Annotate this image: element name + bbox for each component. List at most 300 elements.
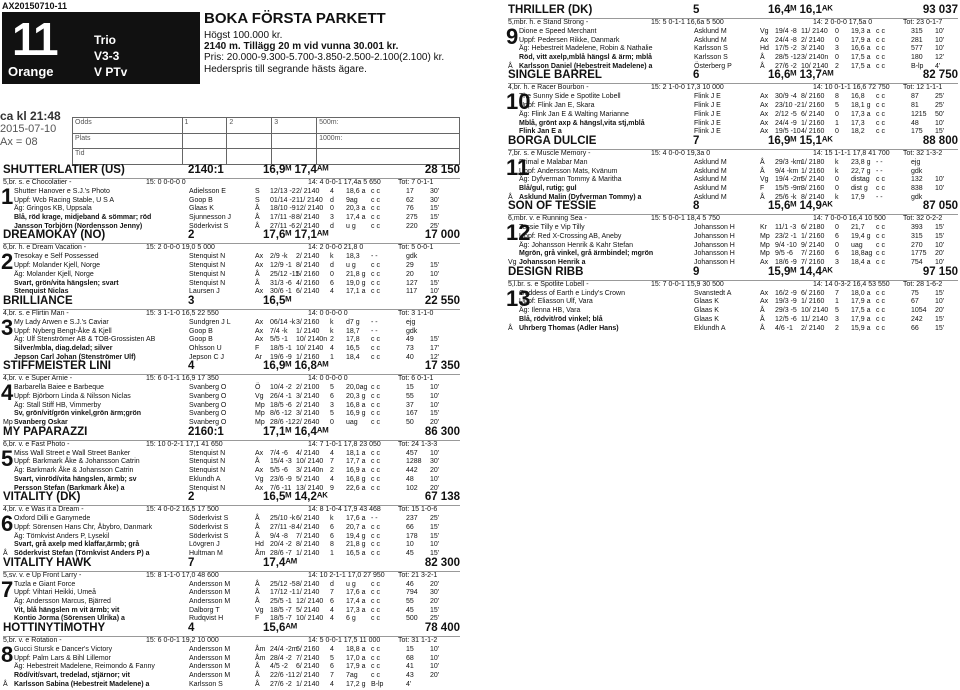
horse-cell: F [255, 615, 260, 623]
horse-cell: c c [371, 205, 380, 213]
horse-cell: Å [760, 167, 765, 175]
horse-cell: 3/ 2140n [801, 54, 829, 62]
horse-cell: 5 [835, 307, 839, 315]
horse-earnings: 87 050 [922, 200, 958, 213]
horse-cell: Vg [760, 176, 769, 184]
horse-cell: Mp [255, 401, 265, 409]
horse-odds: 7 [188, 556, 195, 569]
horse-cell: c c [371, 523, 380, 531]
horse-cell: c c [876, 128, 885, 136]
horse-row [519, 298, 958, 307]
horse-cell: Andersson M [189, 589, 231, 597]
horse-cell: 5 [330, 654, 334, 662]
race-type: V3-3 [94, 49, 120, 63]
horse-cell: 4/ 2140 [296, 523, 320, 531]
horse-cell: 4 [330, 615, 334, 623]
horse-cell: Svart, vinröd/vita hängslen, ärmb; sv [14, 475, 137, 483]
horse-header [3, 556, 460, 572]
horse-cell: 10' [935, 259, 945, 267]
horse-cell: Andersson M [189, 663, 231, 671]
horse-cell: 794 [406, 589, 418, 597]
horse-cell: 8 [330, 541, 334, 549]
race-title: BOKA FÖRSTA PARKETT [204, 10, 386, 27]
horse-cell: k [330, 515, 334, 523]
horse-cell: 66 [406, 523, 414, 531]
horse-cell: 6 [330, 523, 334, 531]
horse-cell: Å [255, 279, 260, 287]
horse-cell: Flink Jan E a [519, 128, 562, 136]
horse-odds: 7 [693, 134, 700, 147]
horse-cell: Johansson H [694, 233, 735, 240]
start-number: 6 [1, 511, 14, 537]
horse-cell: 13/ 2140 [296, 484, 324, 492]
horse-cell: Mp [760, 250, 770, 258]
horse-cell: 281 [911, 36, 923, 44]
horse-stat-2015: 15: 10 0-2-1 17,1 41 650 [146, 440, 223, 448]
horse-cell: Tessie Tilly e Vip Tilly [519, 224, 585, 232]
horse-cell: 10' [935, 36, 945, 44]
horse-prefix: Å [508, 324, 513, 332]
horse-stat-total: Tot: 28 1-6-2 [903, 280, 943, 288]
horse-cell: 4' [406, 680, 412, 688]
horse-cell: Å [255, 663, 260, 671]
horse-cell: Svanberg O [189, 384, 227, 392]
horse-row [519, 307, 958, 316]
horse-cell: Ax [760, 259, 769, 267]
horse-pedigree: 5,sv. v. e Up Front Larry - [3, 571, 82, 579]
horse-cell: 45 [406, 606, 414, 614]
horse-cell: 17,9 a [851, 36, 871, 44]
horse-cell: 9ag [346, 196, 358, 204]
horse-cell: 20' [430, 598, 440, 605]
horse-odds: 4 [188, 360, 195, 373]
horse-cell: 01/14 -2 [270, 196, 296, 204]
horse-cell: 20' [430, 580, 440, 588]
horse-cell: 6 g [346, 615, 356, 623]
start-number: 1 [1, 184, 14, 209]
horse-cell: 45 [406, 549, 414, 557]
horse-header [3, 493, 460, 506]
horse-row [14, 458, 460, 467]
horse-cell: 41 [406, 663, 414, 671]
horse-cell: Ax [255, 288, 264, 296]
race-number: 11 [12, 13, 57, 65]
horse-cell: 1/ 2140 [296, 680, 320, 688]
horse-stat-2015: 15: 4 0-0-0 19,3a 0 [651, 149, 711, 157]
horse-cell: Äg: Gringos KB, Uppsala [14, 205, 92, 213]
horse-cell: 18,1 g [851, 102, 871, 110]
start-number: 13 [506, 285, 531, 311]
horse-cell: c c [876, 102, 885, 110]
horse-cell: Ax [760, 289, 769, 297]
horse-cell: Dalborg T [189, 606, 220, 614]
right-column [508, 6, 958, 333]
horse-pedigree-line [3, 506, 460, 515]
horse-cell: 17,4 a [346, 214, 366, 222]
horse-cell: Andersson M [189, 598, 231, 605]
horse-cell: ejg [406, 318, 416, 326]
horse-cell: Å [255, 580, 260, 588]
horse-cell: Äg: Dyfverman Tommy & Maritha [519, 176, 622, 184]
horse-cell: c c [371, 401, 380, 409]
horse-name: DESIGN RIBB [508, 265, 584, 278]
horse-cell: 7/ 2160 [801, 250, 825, 258]
horse-cell: 18,8 a [346, 646, 366, 654]
horse-entry [3, 231, 460, 296]
horse-cell: 4 [330, 680, 334, 688]
horse-cell: Flink J E [694, 110, 721, 118]
horse-cell: Mgrön, grå vinkel, grå ärmbindel; mgrön [519, 250, 654, 258]
horse-cell: 1288 [406, 458, 422, 466]
horse-cell: c c [371, 384, 380, 392]
horse-cell: c c [371, 262, 380, 270]
horse-cell: 20,0ag [346, 384, 368, 392]
start-number: 8 [1, 642, 14, 668]
horse-cell: Kontio Jorma (Sörensen Ulrika) a [14, 615, 125, 623]
horse-cell: 17 [406, 188, 414, 195]
horse-record: 16,6ᴹ 13,7ᴬᴹ [768, 69, 834, 82]
horse-cell: Ax [255, 484, 264, 492]
horse-earnings: 93 037 [922, 4, 958, 16]
horse-cell: 1/ 2160 [296, 353, 320, 361]
horse-cell: 2 [835, 62, 839, 70]
horse-cell: 17,6 a [346, 515, 366, 523]
horse-cell: 18/10 -9 [270, 205, 296, 213]
horse-cell: 17,8 [346, 336, 360, 344]
horse-earnings: 82 300 [424, 556, 460, 569]
horse-cell: 18,6 a [346, 188, 366, 195]
horse-cell: 66 [911, 324, 919, 332]
horse-cell: Asklund M [694, 193, 727, 201]
horse-cell: c c [371, 475, 380, 483]
horse-record: 16,9ᴹ 17,4ᴬᴹ [263, 164, 329, 176]
horse-cell: 19/5 -10 [775, 128, 801, 136]
horse-row [14, 345, 460, 354]
horse-cell: 06/14 -k [270, 318, 296, 326]
horse-cell: Ax [760, 110, 769, 118]
horse-cell: 442 [406, 467, 418, 475]
horse-cell: 15/4 -3 [270, 458, 292, 466]
horse-odds: 4 [188, 622, 195, 635]
horse-prefix: Å [3, 549, 8, 557]
horse-body [506, 285, 958, 333]
horse-cell: 11/ 2140 [296, 196, 323, 204]
horse-pedigree-line [3, 310, 460, 319]
horse-cell: Åm [255, 654, 266, 662]
horse-prefix: Vg [508, 259, 517, 267]
horse-cell: 25' [430, 515, 440, 523]
horse-cell: 4/ 2140 [296, 449, 320, 457]
horse-cell: 12' [935, 54, 945, 62]
horse-body [1, 642, 460, 689]
horse-stat-2014: 14: 14 0-3-2 16,4 53 550 [813, 280, 890, 288]
horse-cell: 50' [935, 110, 945, 118]
horse-cell: k [330, 327, 334, 335]
horse-row [14, 410, 460, 419]
horse-cell: 2/ 2100 [296, 384, 320, 392]
horse-row [14, 598, 460, 607]
horse-cell: 0 [835, 128, 839, 136]
horse-cell: c c [876, 93, 885, 101]
horse-cell: 1/ 2160 [801, 119, 825, 127]
horse-cell: 1775 [911, 250, 927, 258]
horse-cell: 30/9 -4 [775, 93, 797, 101]
horse-cell: Flink J E [694, 128, 721, 136]
horse-cell: 2/ 2140 [296, 253, 320, 261]
race-info-line: 2140 m. Tillägg 20 m vid vunna 30.001 kr. [204, 41, 399, 53]
horse-cell: c c [371, 288, 380, 296]
horse-cell: 75 [911, 289, 919, 297]
horse-stat-2015: 15: 7 0-0-1 15,9 30 500 [651, 280, 724, 288]
horse-cell: 1 [330, 549, 334, 557]
horse-cell: - - [371, 327, 378, 335]
horse-entry [508, 202, 958, 267]
horse-cell: Asklund Malin (Dyfverman Tommy) a [519, 193, 642, 201]
horse-cell: Uppf: Nyberg Bengt-Åke & Kjell [14, 327, 112, 335]
horse-cell: 11/1 -3 [775, 224, 797, 232]
horse-cell: Ax [255, 318, 264, 326]
horse-body [506, 89, 958, 136]
horse-cell: 17,2 g [346, 680, 366, 688]
horse-cell: c c [876, 259, 885, 267]
horse-row [519, 120, 958, 129]
horse-cell: 15' [430, 606, 440, 614]
horse-cell: - - [876, 158, 883, 166]
race-info-line: Pris: 20.000-9.300-5.700-3.850-2.500-2.100(2.100) kr. [204, 52, 445, 64]
odds-col-1: 1 [182, 118, 227, 134]
horse-cell: 5/5 -6 [270, 467, 288, 475]
horse-cell: Svart, grå axelp med klaffar,ärmb; grå [14, 541, 140, 549]
horse-header [3, 425, 460, 441]
horse-row [14, 328, 460, 337]
horse-prefix: Å [508, 193, 513, 201]
horse-cell: 3 [835, 259, 839, 267]
horse-cell: 10/ 2140 [296, 615, 324, 623]
horse-cell: c c [876, 241, 885, 249]
horse-cell: Ax [255, 262, 264, 270]
horse-cell: 27/6 -2 [270, 680, 292, 688]
horse-cell: - - [876, 167, 883, 175]
horse-cell: 17' [430, 344, 440, 352]
horse-body [1, 314, 460, 362]
horse-cell: 23/2 -1 [775, 233, 797, 240]
horse-cell: 16,8 a [346, 401, 366, 409]
horse-cell: 10' [430, 401, 440, 409]
horse-row [14, 253, 460, 262]
horse-pedigree: 4,br. h. e Racer Bourbon - [508, 84, 589, 92]
horse-cell: 24/4 -8 [775, 36, 797, 44]
horse-cell: 30' [430, 196, 440, 204]
horse-cell: Hd [760, 45, 769, 53]
horse-cell: 2/ 2140 [296, 222, 320, 230]
start-number: 10 [506, 89, 531, 115]
horse-stat-2015: 15: 2 0-0-0 19,0 5 000 [146, 244, 215, 252]
horse-cell: 15' [935, 324, 945, 332]
horse-cell: The Sunny Side e Spotlite Lobell [519, 93, 621, 101]
horse-cell: distag [851, 176, 870, 184]
horse-cell: 17,0 a [346, 654, 366, 662]
horse-cell: Tuzla e Giant Force [14, 580, 76, 588]
horse-cell: Stenquist N [189, 449, 226, 457]
horse-stat-total: Tot: 32 0-2-2 [903, 215, 943, 223]
horse-cell: Stenquist N [189, 253, 226, 261]
horse-body [1, 184, 460, 231]
horse-cell: 8/ 2140 [296, 214, 320, 222]
horse-cell: Flink J E [694, 119, 721, 127]
horse-cell: 25/10 -k [270, 515, 296, 523]
horse-cell: 0 [330, 205, 334, 213]
horse-body [1, 511, 460, 558]
horse-cell: Å [760, 324, 765, 332]
horse-cell: 457 [406, 449, 418, 457]
horse-cell: 4 [330, 449, 334, 457]
horse-cell: c c [371, 393, 380, 400]
horse-cell: 16,9 g [346, 410, 366, 418]
horse-cell: 18/5 -1 [270, 344, 292, 352]
horse-header [508, 202, 958, 215]
horse-cell: 577 [911, 45, 923, 53]
horse-cell: 30/6 -1 [270, 288, 292, 296]
horse-pedigree-line [508, 150, 958, 159]
horse-cell: gdk [406, 327, 418, 335]
horse-cell: 17,4 a [346, 598, 366, 605]
horse-cell: Hultman M [189, 549, 223, 557]
horse-cell: d [330, 262, 334, 270]
horse-header [508, 71, 958, 84]
horse-cell: 21,7 [851, 224, 865, 232]
horse-cell: 167 [406, 410, 418, 418]
horse-cell: Äg: Hebestreit Madelene, Robin & Nathalie [519, 45, 653, 53]
horse-body [506, 24, 958, 71]
horse-record: 16,5ᴹ [263, 294, 292, 307]
horse-cell: 4' [935, 62, 941, 70]
horse-row [519, 28, 958, 37]
horse-cell: Shutter Hanover e S.J.'s Photo [14, 188, 110, 195]
horse-cell: 10' [430, 288, 440, 296]
horse-row [14, 533, 460, 542]
tid-label: Tid [73, 149, 183, 165]
horse-cell: 73 [406, 344, 414, 352]
horse-cell: Å [760, 54, 765, 62]
horse-stat-total: Tot: 32 1-3-2 [903, 149, 943, 157]
horse-cell: 0 [835, 28, 839, 35]
horse-name: SINGLE BARREL [508, 69, 602, 82]
horse-cell: 18,4 a [851, 259, 871, 267]
horse-cell: 17,1 a [346, 288, 366, 296]
horse-cell: 8/ 2160 [801, 93, 825, 101]
horse-name: BORGA DULCIE [508, 134, 597, 147]
horse-cell: 10' [935, 241, 945, 249]
horse-cell: 838 [911, 184, 923, 192]
horse-cell: 18,2 [851, 128, 865, 136]
horse-cell: 40 [406, 353, 414, 361]
horse-cell: 20' [430, 419, 440, 427]
horse-cell: Adielsson E [189, 188, 226, 195]
horse-cell: Stenquist N [189, 262, 226, 270]
horse-cell: 6/ 2140 [801, 110, 825, 118]
horse-cell: 15' [430, 214, 440, 222]
horse-cell: 6 [330, 663, 334, 671]
horse-header [508, 134, 958, 150]
horse-cell: Karlsson S [694, 45, 728, 53]
horse-cell: Svanberg O [189, 401, 227, 409]
horse-cell: 27/11 -6 [270, 222, 296, 230]
horse-cell: 31/3 -6 [270, 279, 292, 287]
horse-odds: 8 [693, 200, 700, 213]
horse-cell: c c [876, 62, 885, 70]
horse-cell: 68 [406, 654, 414, 662]
horse-cell: 3 [330, 214, 334, 222]
horse-cell: c c [371, 467, 380, 475]
horse-pedigree-line [3, 441, 460, 450]
horse-cell: 50 [406, 419, 414, 427]
race-type: V PTv [94, 65, 128, 79]
horse-cell: Johansson Henrik a [519, 259, 586, 267]
horse-cell: 18,1 a [346, 449, 366, 457]
horse-cell: 6 [330, 279, 334, 287]
horse-cell: 55 [406, 393, 414, 400]
horse-cell: Asklund M [694, 176, 727, 184]
horse-cell: 20' [430, 672, 440, 680]
horse-cell: 8/6 -12 [270, 410, 292, 418]
horse-cell: 10' [430, 646, 440, 654]
horse-cell: 15' [935, 315, 945, 323]
horse-cell: uag [851, 241, 863, 249]
horse-cell: - - [371, 515, 378, 523]
horse-cell: 10 [406, 541, 414, 549]
horse-cell: 16,9 a [346, 467, 366, 475]
horse-cell: Ax [760, 128, 769, 136]
start-number: 7 [1, 576, 14, 602]
odds-table [72, 117, 460, 165]
horse-cell: dist g [851, 184, 868, 192]
horse-cell: Rudqvist H [189, 615, 224, 623]
race-info [204, 30, 444, 75]
horse-cell: 18/6 -9 [775, 259, 797, 267]
horse-name: STIFFMEISTER LINI [3, 360, 111, 373]
horse-cell: k [835, 193, 839, 201]
horse-cell: 21,8 g [346, 541, 366, 549]
horse-cell: 10' [430, 449, 440, 457]
horse-cell: 8/ 2140 [801, 193, 825, 201]
horse-row [14, 393, 460, 402]
horse-record: 16,4ᴹ 16,1ᴬᴷ [768, 4, 833, 16]
horse-cell: Uppf: Andersson Mats, Kvänum [519, 167, 618, 175]
horse-cell: 12/5 -6 [775, 315, 797, 323]
horse-cell: Uppf: Palm Lars & Bihl Lillemor [14, 654, 111, 662]
horse-cell: 0 [835, 54, 839, 62]
horse-cell: Uppf: Flink Jan E, Skara [519, 102, 595, 110]
horse-cell: Söderkvist S [189, 532, 229, 540]
horse-record: 15,9ᴹ 14,4ᴬᴷ [768, 265, 833, 278]
horse-cell: c c [371, 663, 380, 671]
horse-cell: Svanstedt A [694, 289, 732, 297]
horse-cell: Miss Wall Street e Wall Street Banker [14, 449, 131, 457]
horse-cell: 0 [835, 184, 839, 192]
horse-stat-2014: 14: 5 0-0-1 17,5 11 000 [308, 637, 381, 645]
horse-cell: 4 [330, 475, 334, 483]
horse-cell: 4/5 -2 [270, 663, 288, 671]
odds-col-3: 3 [272, 118, 317, 134]
horse-cell: 15' [935, 289, 945, 297]
horse-cell: Laursen J [189, 288, 220, 296]
horse-cell: c c [371, 532, 380, 540]
horse-cell: 5/ 2140 [296, 475, 320, 483]
horse-cell: 393 [911, 224, 923, 232]
horse-cell: Eklundh A [694, 324, 726, 332]
horse-cell: 15' [430, 336, 440, 344]
horse-row [519, 45, 958, 54]
